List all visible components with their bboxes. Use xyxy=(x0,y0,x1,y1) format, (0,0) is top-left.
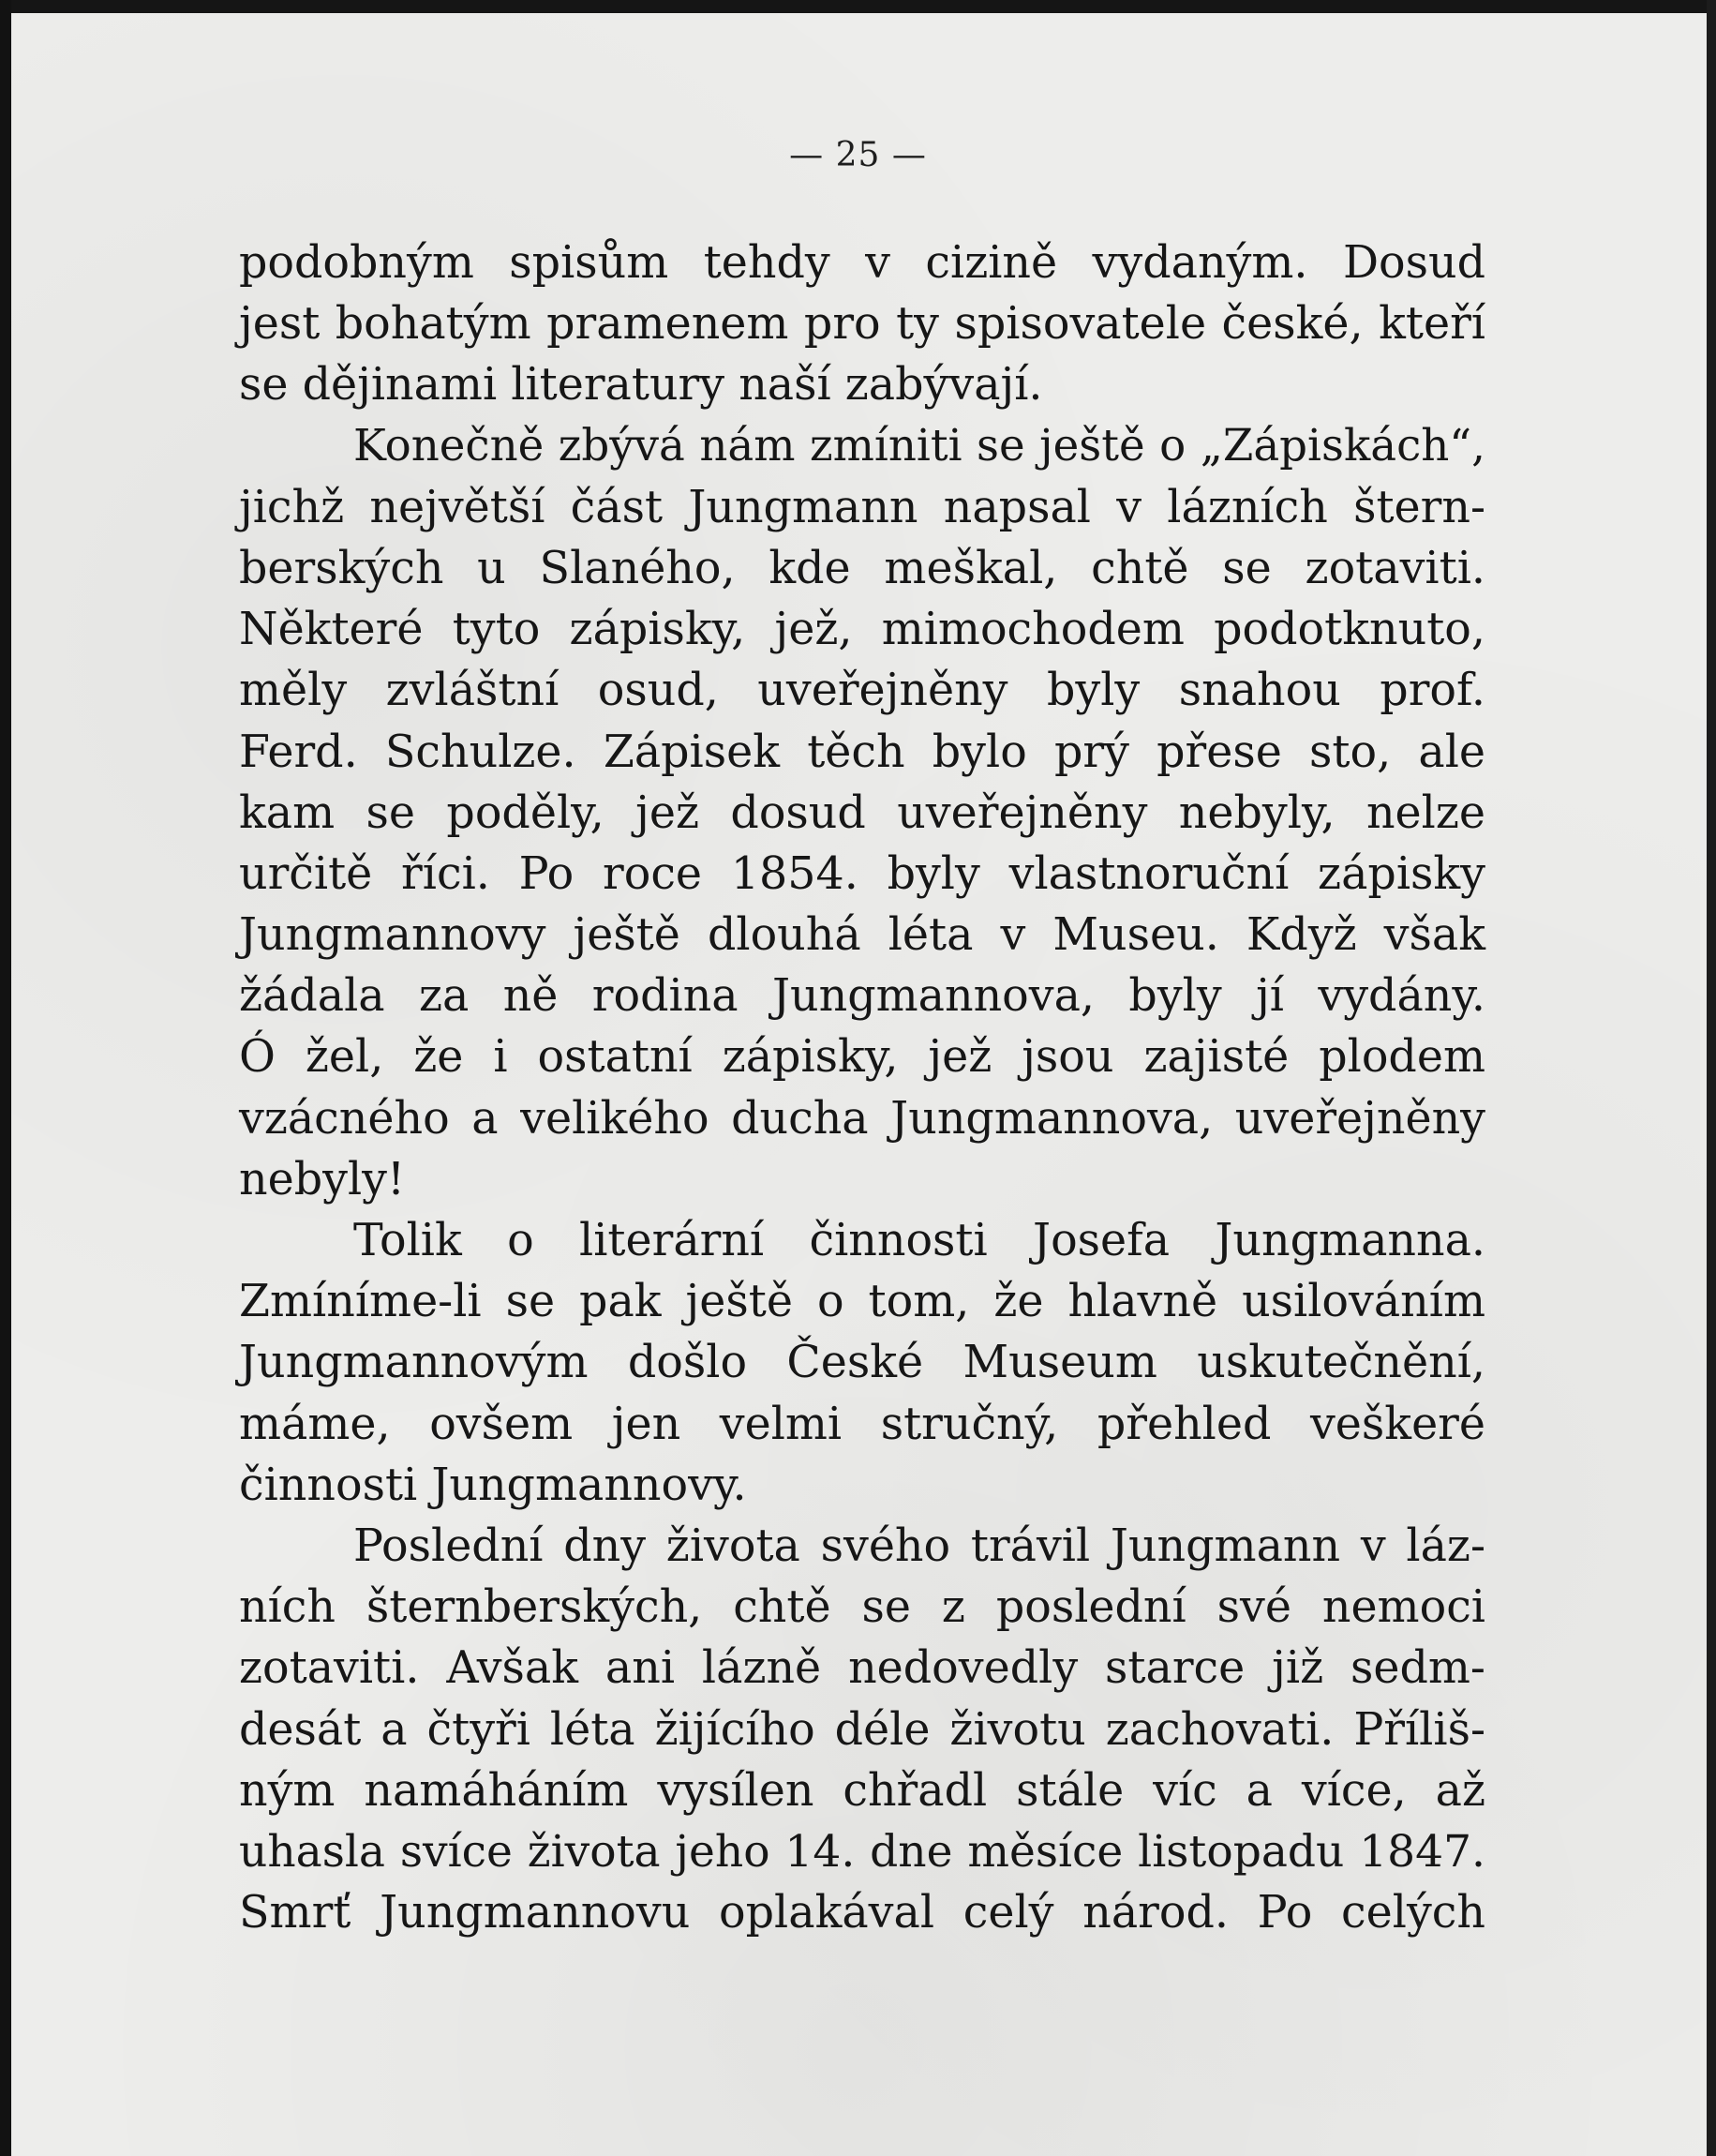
text-line: zotaviti. Avšak ani lázně nedovedly starce již sedm- xyxy=(239,1642,1485,1695)
text-line: Jungmannovy ještě dlouhá léta v Museu. Když však xyxy=(239,909,1485,962)
text-line: činnosti Jungmannovy. xyxy=(239,1459,747,1511)
text-line: Jungmannovým došlo České Museum uskutečnění, xyxy=(239,1337,1485,1389)
text-line: desát a čtyři léta žijícího déle životu zachovati. Příliš- xyxy=(239,1703,1485,1756)
text-line: Ó žel, že i ostatní zápisky, jež jsou zajisté plodem xyxy=(239,1031,1485,1084)
text-line: Konečně zbývá nám zmíniti se ještě o „Zápiskách“, xyxy=(353,420,1485,472)
text-line: se dějinami literatury naší zabývají. xyxy=(239,359,1043,412)
text-line: uhasla svíce života jeho 14. dne měsíce listopadu 1847. xyxy=(239,1825,1485,1878)
text-line: Smrť Jungmannovu oplakával celý národ. Po celých xyxy=(239,1887,1485,1939)
text-line: podobným spisům tehdy v cizině vydaným. Dosud xyxy=(239,237,1485,289)
text-line: kam se poděly, jež dosud uveřejněny nebyly, nelze xyxy=(239,786,1485,839)
text-line: nebyly! xyxy=(239,1153,406,1205)
text-line: měly zvláštní osud, uveřejněny byly snahou prof. xyxy=(239,665,1485,717)
text-line: ným namáháním vysílen chřadl stále víc a více, až xyxy=(239,1764,1485,1817)
body-text xyxy=(239,232,1485,1943)
text-line: jest bohatým pramenem pro ty spisovatele české, kteří xyxy=(239,298,1485,351)
text-line: jichž největší část Jungmann napsal v lázních štern- xyxy=(239,481,1485,533)
text-line: Poslední dny života svého trávil Jungmann v láz- xyxy=(353,1520,1485,1572)
text-line: Některé tyto zápisky, jež, mimochodem podotknuto, xyxy=(239,604,1485,656)
page-number: — 25 — xyxy=(789,136,927,174)
text-line: ních šternberských, chtě se z poslední své nemoci xyxy=(239,1581,1485,1634)
text-line: vzácného a velikého ducha Jungmannova, uveřejněny xyxy=(239,1092,1485,1145)
text-line: žádala za ně rodina Jungmannova, byly jí vydány. xyxy=(239,970,1485,1023)
text-line: Tolik o literární činnosti Josefa Jungmanna. xyxy=(353,1215,1485,1266)
text-line: máme, ovšem jen velmi stručný, přehled veškeré xyxy=(239,1398,1485,1450)
text-line: určitě říci. Po roce 1854. byly vlastnoruční zápisky xyxy=(239,847,1485,900)
scan-edge-right xyxy=(1707,0,1716,2156)
scan-edge-top xyxy=(0,0,1716,13)
text-line: berských u Slaného, kde meškal, chtě se zotaviti. xyxy=(239,542,1485,594)
text-line: Ferd. Schulze. Zápisek těch bylo prý přese sto, ale xyxy=(239,726,1485,778)
text-line: Zmíníme-li se pak ještě o tom, že hlavně usilováním xyxy=(239,1276,1485,1328)
scan-edge-left xyxy=(0,0,11,2156)
